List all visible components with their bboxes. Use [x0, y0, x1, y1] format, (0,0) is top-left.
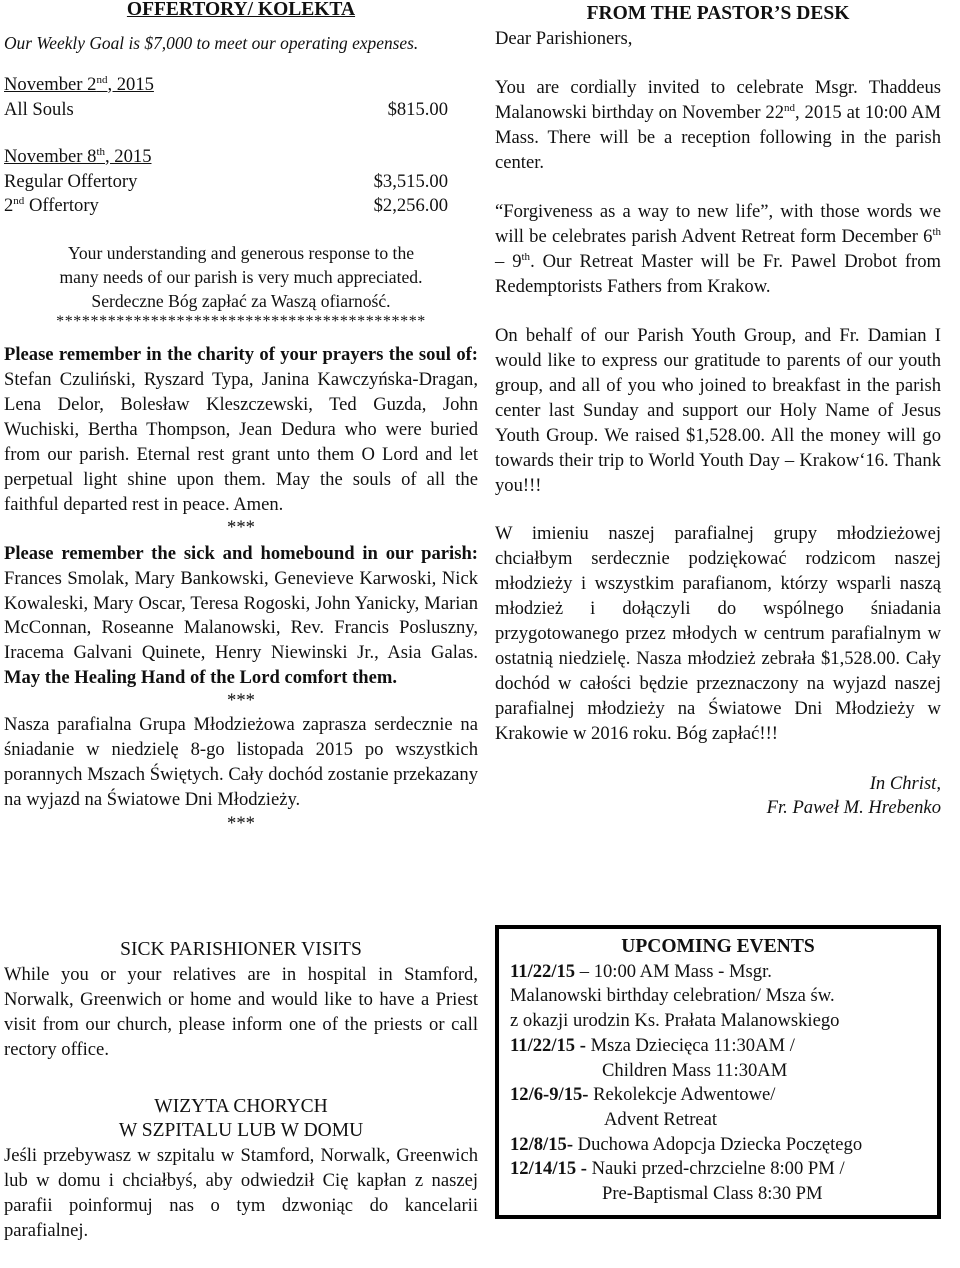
star-divider: ******************************************* — [56, 313, 426, 331]
offertory-row-second: 2nd Offertory $2,256.00 — [4, 195, 448, 217]
offertory-date-2: November 8th, 2015 — [4, 145, 152, 167]
visits-pl-title-1: WIZYTA CHORYCH — [154, 1095, 328, 1117]
sick-visits-section — [4, 938, 478, 1244]
pastor-paragraph-4: W imieniu naszej parafialnej grupy młodzieżowej chciałbym serdecznie podziękować rodzicom naszej młodzieży i wszystkim parafianom, którzy wsparli naszą młodzież i dołączyli do wspólnego śniadania przygotowanego przez młodych w centrum parafialnym w ostatnią niedzielę. Nasza młodzież zebrała $1,528.00. Cały dochód w całości będzie przeznaczony na wyjazd naszej parafialnej młodzieży na Światowe Dni Młodzieży w Krakowie w 2016 roku. Bóg zapłać!!! — [495, 523, 941, 744]
offertory-date-1: November 2nd, 2015 — [4, 73, 154, 95]
events-title: UPCOMING EVENTS — [621, 936, 815, 957]
pastor-greeting: Dear Parishioners, — [495, 27, 633, 49]
offertory-column — [4, 0, 478, 835]
sick-paragraph: Please remember the sick and homebound in our parish: Frances Smolak, Mary Bankowski, Genevieve Karwoski, Nick Kowaleski, Mary Oscar, Teresa Rogoski, John Yanicky, Marian McConnan, Roseanne Malanowski, Rev. Francis Posluszny, Iracema Galvani Quinete, Henry Niewinski Jr., Asia Galas. May the Healing Hand of the Lord comfort them. — [4, 542, 478, 689]
sick-visits-title: SICK PARISHIONER VISITS — [120, 939, 362, 960]
event-2: 11/22/15 - Msza Dziecięca 11:30AM / — [510, 1034, 795, 1056]
sick-separator: *** — [227, 690, 255, 712]
event-1-line-2: Malanowski birthday celebration/ Msza św. — [510, 985, 835, 1007]
event-5-line-2: Pre-Baptismal Class 8:30 PM — [602, 1183, 823, 1205]
event-5: 12/14/15 - Nauki przed-chrzcielne 8:00 PM / — [510, 1158, 845, 1180]
offertory-thanks-2: many needs of our parish is very much appreciated. — [59, 267, 423, 288]
youth-pl-separator: *** — [227, 812, 255, 834]
upcoming-events-box — [495, 925, 941, 1219]
offertory-row-all-souls: All Souls $815.00 — [4, 98, 448, 120]
youth-pl-paragraph: Nasza parafialna Grupa Młodzieżowa zaprasza serdecznie na śniadanie w niedzielę 8-go listopada 2015 po wszystkich porannych Mszach Świętych. Cały dochód zostanie przekazany na wyjazd na Światowe Dni Młodzieży. — [4, 714, 478, 810]
pastor-paragraph-2: “Forgiveness as a way to new life”, with those words we will be celebrates parish Advent Retreat form December 6th – 9th. Our Retreat Master will be Fr. Pawel Drobot from Redemptorists Fathers from Krakow. — [495, 201, 941, 298]
visits-pl-body: Jeśli przebywasz w szpitalu w Stamford, Norwalk, Greenwich lub w domu i chciałbyś, aby odwiedził Cię kapłan z naszej parafii poinformuj nas o tym dzwoniąc do kancelarii parafialnej. — [4, 1145, 478, 1242]
weekly-goal: Our Weekly Goal is $7,000 to meet our operating expenses. — [4, 32, 419, 53]
offertory-title: OFFERTORY/ KOLEKTA — [126, 0, 356, 20]
offertory-thanks-1: Your understanding and generous response to the — [67, 243, 415, 264]
pastor-closing: In Christ, — [869, 772, 941, 794]
prayers-paragraph: Please remember in the charity of your prayers the soul of: Stefan Czuliński, Ryszard Typa, Janina Kawczyńska-Dragan, Lena Delor, Bolesław Kleszczewski, Ted Guzda, John Wuchiski, Bertha Thompson, Jean Dedura who were buried from our parish. Eternal rest grant unto them O Lord and let perpetual light shine upon them. May the souls of all the faithful departed rest in peace. Amen. — [4, 344, 478, 515]
event-4: 12/8/15- Duchowa Adopcja Dziecka Poczętego — [510, 1133, 863, 1155]
event-3-line-2: Advent Retreat — [604, 1108, 718, 1130]
event-1: 11/22/15 – 10:00 AM Mass - Msgr. — [510, 960, 772, 982]
pastor-column — [495, 2, 941, 821]
event-3: 12/6-9/15- Rekolekcje Adwentowe/ — [510, 1084, 776, 1106]
pastor-title: FROM THE PASTOR’S DESK — [586, 3, 850, 24]
event-2-line-2: Children Mass 11:30AM — [602, 1059, 788, 1081]
prayers-separator: *** — [227, 516, 255, 538]
offertory-thanks-3: Serdeczne Bóg zapłać za Waszą ofiarność. — [91, 291, 391, 312]
visits-pl-title-2: W SZPITALU LUB W DOMU — [118, 1120, 364, 1142]
event-1-line-3: z okazji urodzin Ks. Prałata Malanowskiego — [510, 1010, 840, 1032]
sick-visits-body: While you or your relatives are in hospital in Stamford, Norwalk, Greenwich or home and would like to have a Priest visit from our church, please inform one of the priests or call rectory office. — [4, 963, 478, 1060]
pastor-paragraph-3: On behalf of our Parish Youth Group, and Fr. Damian I would like to express our gratitude to parents of our youth group, and all of you who joined to breakfast in the parish center last Sunday and support our Holy Name of Jesus Youth Group. We raised $1,528.00. All the money will go towards their trip to World Youth Day – Krakow‘16. Thank you!!! — [495, 325, 941, 496]
pastor-signature: Fr. Paweł M. Hrebenko — [766, 797, 941, 819]
offertory-row-regular: Regular Offertory $3,515.00 — [4, 170, 448, 192]
pastor-paragraph-1: You are cordially invited to celebrate Msgr. Thaddeus Malanowski birthday on November 22nd, 2015 at 10:00 AM Mass. There will be a reception following in the parish center. — [495, 76, 942, 173]
